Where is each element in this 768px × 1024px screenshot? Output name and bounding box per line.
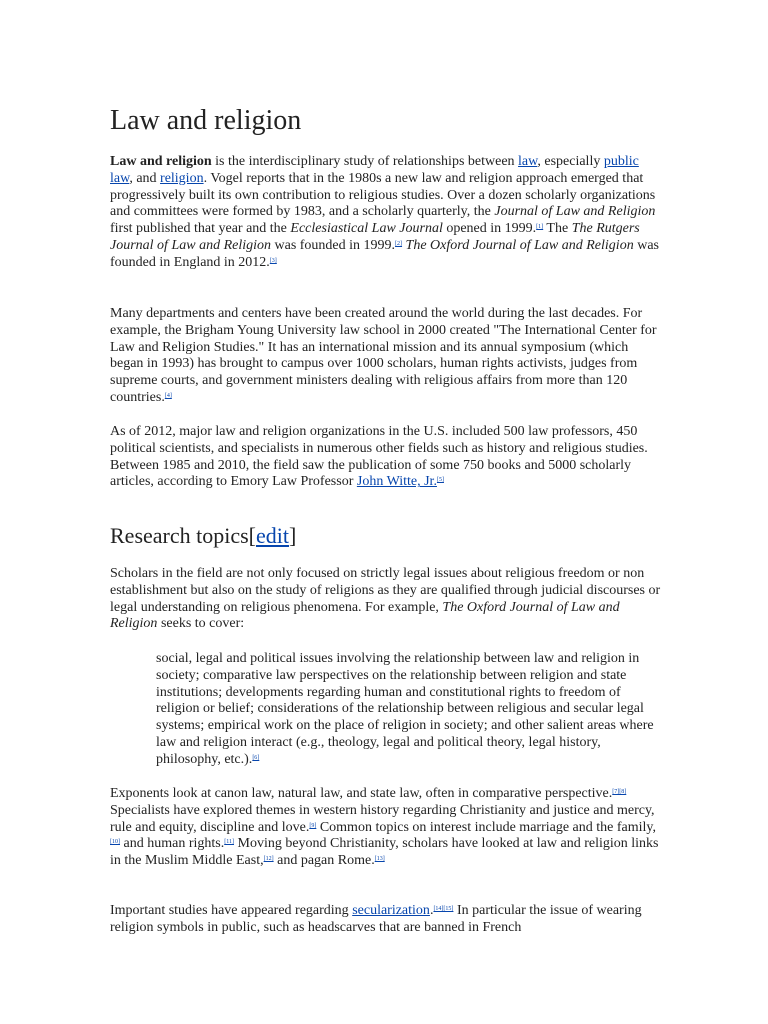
law-link[interactable]: law: [518, 154, 538, 169]
scholars-paragraph: Scholars in the field are not only focused on strictly legal issues about religious freedom or non establishment but also on the study of religions as they are qualified through judicial discourses or legal understanding on religious phenomena. For example, The Oxford Journal of Law and Religion seeks to cover:: [110, 566, 661, 632]
departments-paragraph: Many departments and centers have been created around the world during the last decades. For example, the Brigham Young University law school in 2000 created "The International Center for Law and Religion Studies." It has an international mission and its annual symposium (which began in 1993) has brought to campus over 1000 scholars, human rights activists, judges from supreme courts, and government ministers dealing with religious affairs from more than 120 countries.[4]: [110, 306, 657, 405]
john-witte-link[interactable]: John Witte, Jr.: [356, 474, 437, 490]
lead-term: Law and religion: [110, 154, 212, 169]
secularization-link[interactable]: secularization: [352, 903, 430, 918]
research-topics-heading: Research topics[edit]: [110, 523, 297, 548]
citation-10[interactable]: [10]: [110, 839, 120, 846]
exponents-paragraph: Exponents look at canon law, natural law, and state law, often in comparative perspective.[7][8] Specialists have explored themes in western history regarding Christianity and justice and mercy, rule and equity, discipline and love.[9] Common topics on interest include marriage and the family,[10] and human rights.[11] Moving beyond Christianity, scholars have looked at law and religion links in the Muslim Middle East,[12] and pagan Rome.[13]: [110, 786, 659, 869]
organizations-paragraph: As of 2012, major law and religion organizations in the U.S. included 500 law professors, 450 political scientists, and specialists in numerous other fields such as history and religious studies. Between 1985 and 2010, the field saw the publication of some 750 books and 5000 scholarly articles, according to Emory Law Professor John Witte, Jr.[5]: [110, 424, 648, 490]
citation-13[interactable]: [13]: [374, 856, 385, 863]
citation-4[interactable]: [4]: [164, 392, 172, 399]
journal-quote: social, legal and political issues involving the relationship between law and religion in society; comparative law perspectives on the relationship between religion and state institutions; developments regarding human and constitutional rights to freedom of religion or belief; considerations of the relationship between religious and secular legal systems; empirical work on the place of religion in society; and other salient areas where law and religion interact (e.g., theology, legal and political theory, legal history, philosophy, etc.).[6]: [156, 651, 654, 767]
citation-9[interactable]: [9]: [309, 822, 317, 829]
secularization-paragraph: Important studies have appeared regarding secularization.[14][15] In particular the issue of wearing religion symbols in public, such as headscarves that are banned in French: [110, 903, 642, 935]
public-law-link[interactable]: public law: [110, 154, 639, 186]
citation-14-15[interactable]: [14][15]: [433, 906, 454, 912]
religion-link[interactable]: religion: [160, 170, 204, 186]
citation-1[interactable]: [1]: [536, 224, 544, 231]
citation-5[interactable]: [5]: [436, 477, 444, 484]
citation-7-8[interactable]: [7][8]: [612, 789, 627, 795]
edit-link[interactable]: edit: [256, 523, 289, 548]
citation-2[interactable]: [2]: [395, 240, 403, 247]
citation-3[interactable]: [3]: [269, 257, 277, 264]
page-title: Law and religion: [110, 105, 302, 136]
citation-6[interactable]: [6]: [252, 754, 260, 761]
intro-paragraph: Law and religion is the interdisciplinary study of relationships between law, especially public law, and religion. Vogel reports that in the 1980s a new law and religion approach emerged that progressively built its own contribution to religious studies. Over a dozen scholarly organizations and committees were formed by 1983, and a scholarly quarterly, the Journal of Law and Religion first published that year and the Ecclesiastical Law Journal opened in 1999.[1] The The Rutgers Journal of Law and Religion was founded in 1999.[2] The Oxford Journal of Law and Religion was founded in England in 2012.[3]: [110, 154, 659, 270]
citation-12[interactable]: [12]: [263, 856, 274, 863]
citation-11[interactable]: [11]: [224, 839, 234, 846]
